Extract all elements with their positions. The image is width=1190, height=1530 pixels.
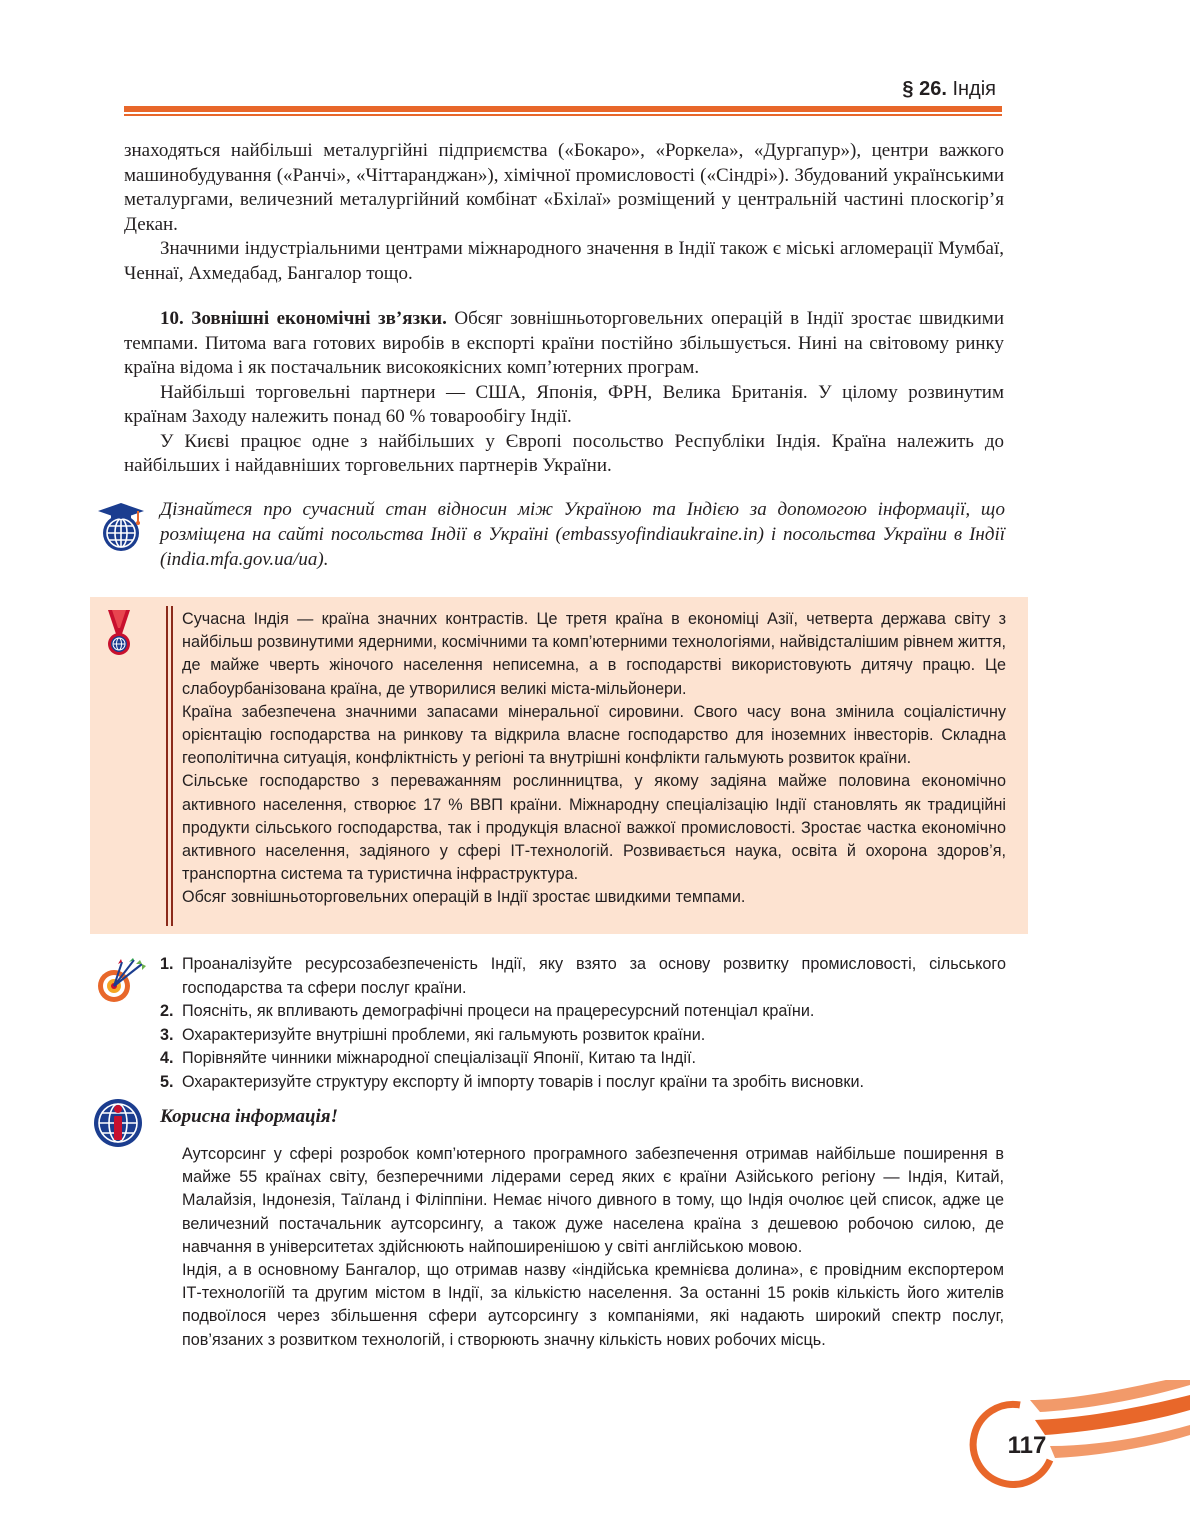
useful-info-title: Корисна інформація! bbox=[160, 1106, 338, 1127]
intro-text bbox=[124, 139, 1004, 286]
question-item bbox=[160, 1047, 1006, 1071]
question-item bbox=[160, 1000, 1006, 1024]
question-item bbox=[160, 1024, 1006, 1048]
question-item bbox=[160, 1071, 1006, 1095]
medal-icon bbox=[106, 610, 132, 658]
graduation-globe-icon bbox=[96, 500, 146, 554]
useful-info-text bbox=[182, 1143, 1004, 1352]
question-text: Поясніть, як впливають демографічні процеси на працересурсний потенціал країни. bbox=[182, 1002, 815, 1020]
summary-paragraph-1: Сучасна Індія — країна значних контрастів. Це третя країна в економіці Азії, четверта держава світу з найбільш розвинутими ядерними, космічними та комп’ютерними технологіями, найвідсталішим рівнем життя, де майже чверть жіночого населення неписемна, а в господарстві використовують дитячу працю. Це слабоурбанізована країна, де утворилися великі міста-мільйонери. bbox=[182, 610, 1006, 698]
question-text: Охарактеризуйте внутрішні проблеми, які гальмують розвиток країни. bbox=[182, 1025, 706, 1044]
question-text: Охарактеризуйте структуру експорту й імпорту товарів і послуг країни та зробіть висновки. bbox=[182, 1072, 864, 1091]
section-10-paragraph-1-text: Обсяг зовнішньоторговельних операцій в Індії зростає швидкими темпами. Питома вага готових виробів в експорті країни постійно збільшується. Нині на світовому ринку країна відома і як постачальник високоякісних комп’ютерних програм. bbox=[124, 308, 1004, 378]
question-text: Проаналізуйте ресурсозабезпеченість Індії, яку взято за основу розвитку промисловості, сільського господарства та сфери послуг країни. bbox=[182, 955, 1006, 997]
target-arrows-icon bbox=[92, 958, 148, 1004]
intro-paragraph-1: знаходяться найбільші металургійні підприємства («Бокаро», «Роркела», «Дургапур»), центри важкого машинобудування («Ранчі», «Чіттаранджан»), хімічної промисловості («Сіндрі»). Збудований українськими металургами, величезний металургійний комбінат «Бхілаї» розміщений у центральній частині плоскогір’я Декан. bbox=[124, 140, 1004, 235]
section-10-paragraph-3: У Києві працює одне з найбільших у Європі посольство Республіки Індія. Країна належить до найбільших і найдавніших торговельних партнерів України. bbox=[124, 430, 1004, 476]
summary-paragraph-4: Обсяг зовнішньоторговельних операцій в Індії зростає швидкими темпами. bbox=[182, 888, 746, 907]
web-task-text: Дізнайтеся про сучасний стан відносин між Україною та Індією за допомогою інформації, що розміщена на сайті посольства Індії в Україні (embassyofindiaukraine.in) і посольства України в Індії (india.mfa.gov.ua/ua). bbox=[160, 499, 1005, 570]
header-rule-thick bbox=[124, 106, 1002, 112]
question-item bbox=[160, 953, 1006, 1000]
header-rule-thin bbox=[124, 114, 1002, 116]
question-text: Порівняйте чинники міжнародної спеціалізації Японії, Китаю та Індії. bbox=[182, 1049, 696, 1067]
question-number: 5. bbox=[160, 1072, 174, 1091]
page-number: 117 bbox=[1007, 1432, 1047, 1459]
questions-list bbox=[160, 953, 1006, 1094]
section-number: § 26. bbox=[902, 78, 947, 100]
intro-paragraph-2: Значними індустріальними центрами міжнародного значення в Індії також є міські агломерації Мумбаї, Ченнаї, Ахмедабад, Бангалор тощо. bbox=[124, 238, 1004, 284]
section-10-paragraph-2: Найбільші торговельні партнери — США, Японія, ФРН, Велика Британія. У цілому розвинутим країнам Заходу належить понад 60 % товарообігу Індії. bbox=[124, 381, 1004, 427]
useful-info-paragraph-1: Аутсорсинг у сфері розробок комп’ютерного програмного забезпечення отримав найбільше поширення в майже 55 країнах світу, безперечними лідерами серед яких є країни Азійського регіону — Індія, Китай, Малайзія, Індонезія, Таїланд і Філіппіни. Немає нічого дивного в тому, що Індія очолює цей список, адже це величезний постачальник аутсорсингу, а також дуже населена країна з дешевою робочою силою, де навчання в університетах здійснюють найпоширенішою у світі англійською мовою. bbox=[182, 1145, 1004, 1256]
question-number: 2. bbox=[160, 1002, 174, 1020]
question-number: 4. bbox=[160, 1049, 174, 1067]
section-10 bbox=[124, 307, 1004, 479]
summary-bar-left bbox=[166, 606, 168, 926]
section-10-heading: 10. Зовнішні економічні зв’язки. bbox=[160, 308, 447, 329]
info-globe-icon bbox=[92, 1097, 144, 1149]
page-corner-swoosh bbox=[960, 1380, 1190, 1530]
summary-paragraph-3: Сільське господарство з переважанням рослинництва, у якому задіяна майже половина економічно активного населення, створює 17 % ВВП країни. Міжнародну спеціалізацію Індії становлять як традиційні продукти сільського господарства, так і продукція власної важкої промисловості. Зростає частка економічно активного населення, задіяного у сфері ІТ-технологій. Розвивається наука, освіта й охорона здоров’я, транспортна система та туристична інфраструктура. bbox=[182, 772, 1006, 884]
section-header bbox=[902, 78, 996, 101]
section-title: Індія bbox=[952, 78, 996, 100]
summary-paragraph-2: Країна забезпечена значними запасами мінеральної сировини. Свого часу вона змінила соціалістичну орієнтацію господарства на ринкову та відкрила власне господарство для іноземних інвесторів. Складна геополітична ситуація, конфліктність у регіоні та внутрішні конфлікти гальмують розвиток країни. bbox=[182, 702, 1006, 768]
question-number: 3. bbox=[160, 1025, 174, 1044]
useful-info-paragraph-2: Індія, а в основному Бангалор, що отримав назву «індійська кремнієва долина», є провідним експортером ІТ-технологіїй та другим містом в Індії, за кількістю населення. За останні 15 років кількість його жителів подвоїлося через збільшення сфери аутсорсингу з компаніями, які надають широкий спектр послуг, пов’язаних з розвитком технологій, і створюють значну кількість нових робочих місць. bbox=[182, 1261, 1004, 1349]
section-10-paragraph-1 bbox=[124, 307, 1004, 381]
summary-bar-right bbox=[171, 606, 173, 926]
question-number: 1. bbox=[160, 955, 174, 973]
summary-text bbox=[182, 608, 1006, 910]
